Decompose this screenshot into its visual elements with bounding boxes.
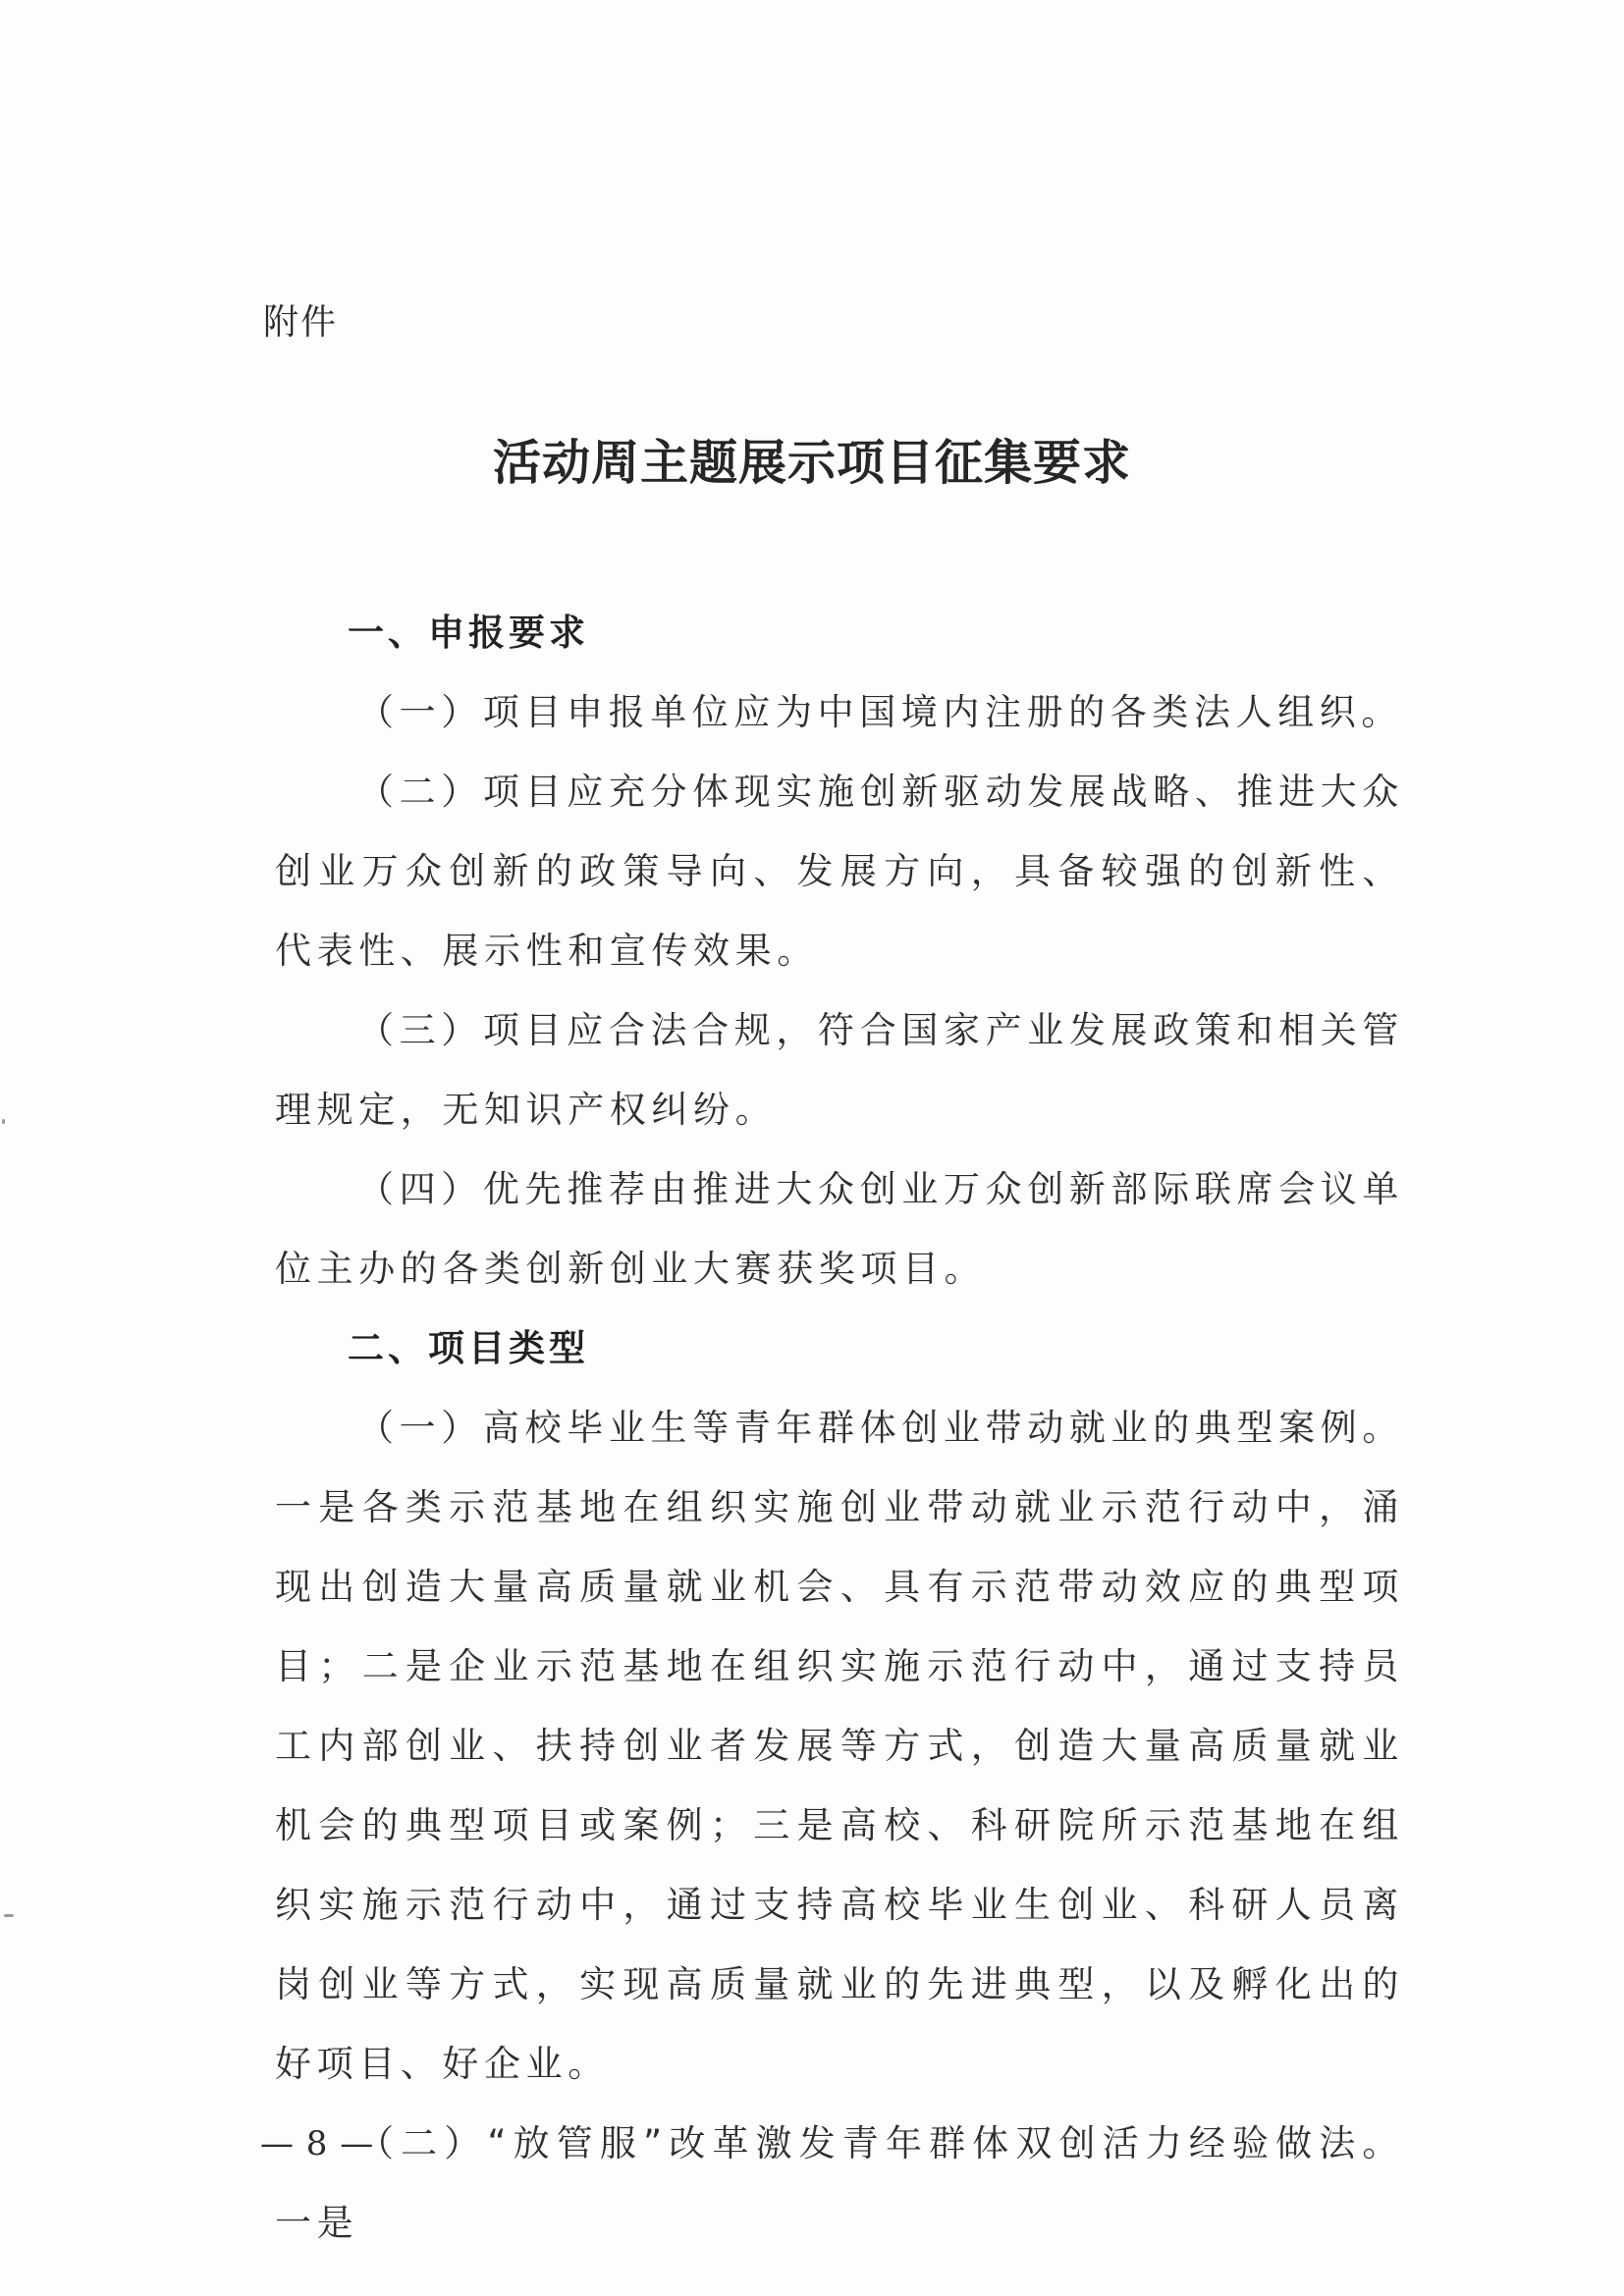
section-heading-requirements: 一、申报要求 <box>348 612 589 654</box>
scan-speck <box>4 1914 14 1917</box>
paragraph: （二）“放管服”改革激发青年群体双创活力经验做法。一是 <box>275 2122 1404 2244</box>
attachment-label: 附件 <box>263 302 339 343</box>
paragraph: （二）项目应充分体现实施创新驱动发展战略、推进大众创业万众创新的政策导向、发展方向，具备较强的创新性、代表性、展示性和宣传效果。 <box>275 771 1404 972</box>
paragraph: （一）高校毕业生等青年群体创业带动就业的典型案例。一是各类示范基地在组织实施创业带动就业示范行动中，涌现出创造大量高质量就业机会、具有示范带动效应的典型项目；二是企业示范基地在组织实施示范行动中，通过支持员工内部创业、扶持创业者发展等方式，创造大量高质量就业机会的典型项目或案例；三是高校、科研院所示范基地在组织实施示范行动中，通过支持高校毕业生创业、科研人员离岗创业等方式，实现高质量就业的先进典型，以及孵化出的好项目、好企业。 <box>275 1407 1404 2085</box>
document-body <box>275 593 1404 2263</box>
document-title: 活动周主题展示项目征集要求 <box>492 434 1131 491</box>
paragraph: （四）优先推荐由推进大众创业万众创新部际联席会议单位主办的各类创新创业大赛获奖项目。 <box>275 1168 1404 1290</box>
page-number: — 8 — <box>260 2124 375 2163</box>
section-heading-project-types: 二、项目类型 <box>348 1327 589 1369</box>
paragraph: （三）项目应合法合规，符合国家产业发展政策和相关管理规定，无知识产权纠纷。 <box>275 1009 1404 1131</box>
scan-speck <box>2 1119 5 1124</box>
paragraph: （一）项目申报单位应为中国境内注册的各类法人组织。 <box>357 691 1403 733</box>
